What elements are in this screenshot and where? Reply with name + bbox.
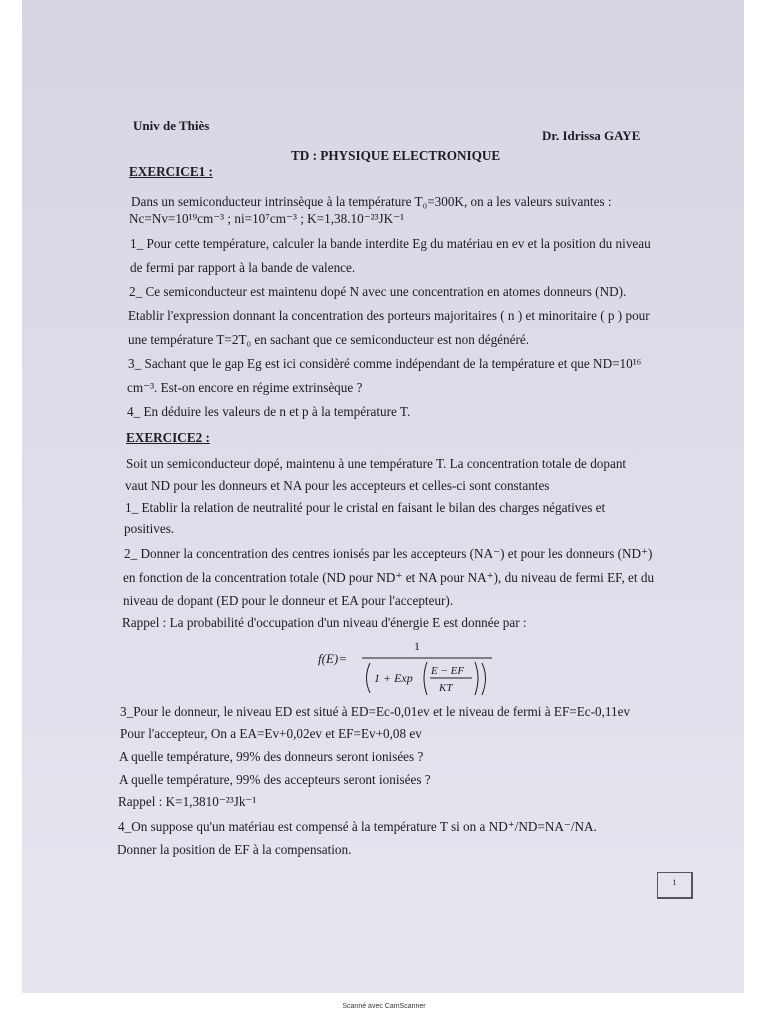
- exercise2-q3-line3: A quelle température, 99% des donneurs seront ionisées ?: [119, 749, 424, 764]
- exercise2-intro-line2: vaut ND pour les donneurs et NA pour les accepteurs et celles-ci sont constantes: [125, 478, 550, 493]
- exercise2-q4-line1: 4_On suppose qu'un matériau est compensé à la température T si on a ND⁺/ND=NA⁻/NA.: [118, 819, 597, 834]
- exercise2-intro-line1: Soit un semiconducteur dopé, maintenu à une température T. La concentration totale de dopant: [126, 456, 627, 471]
- document-title: TD : PHYSIQUE ELECTRONIQUE: [291, 148, 501, 163]
- formula-left-paren: [367, 663, 371, 693]
- exercise1-q1-line1: 1_ Pour cette température, calculer la bande interdite Eg du matériau en ev et la position du niveau: [130, 236, 651, 251]
- author-name: Dr. Idrissa GAYE: [542, 128, 641, 143]
- university-name: Univ de Thiès: [133, 118, 210, 133]
- scanner-footer: Scanné avec CamScanner: [342, 1003, 426, 1010]
- exercise2-heading: EXERCICE2 :: [126, 430, 210, 445]
- exercise1-q1-line2: de fermi par rapport à la bande de valence.: [130, 260, 356, 275]
- exercise1-q3-line1: 3_ Sachant que le gap Eg est ici considèré comme indépendant de la température et que ND=10¹⁶: [128, 356, 642, 371]
- formula-denominator-prefix: 1 + Exp: [374, 671, 413, 685]
- formula-inner-denominator: KT: [439, 682, 453, 694]
- fermi-dirac-formula: [314, 637, 494, 699]
- exercise1-q2-line1: 2_ Ce semiconducteur est maintenu dopé N avec une concentration en atomes donneurs (ND).: [129, 284, 627, 299]
- exercise1-q2-line3: une température T=2T₀ en sachant que ce semiconducteur est non dégénéré.: [128, 332, 530, 347]
- formula-inner-numerator: E − EF: [431, 665, 465, 677]
- exercise1-q2-line2: Etablir l'expression donnant la concentration des porteurs majoritaires ( n ) et minoritaire ( p ) pour: [128, 308, 650, 323]
- exercise1-q3-line2: cm⁻³. Est-on encore en régime extrinsèque ?: [127, 380, 363, 395]
- exercise2-q3-line4: A quelle température, 99% des accepteurs seront ionisées ?: [119, 772, 431, 787]
- exercise1-q4: 4_ En déduire les valeurs de n et p à la température T.: [127, 404, 411, 419]
- document-page: [22, 0, 744, 993]
- exercise2-rappel-probability: Rappel : La probabilité d'occupation d'un niveau d'énergie E est donnée par :: [122, 615, 527, 630]
- exercise2-q2-line1: 2_ Donner la concentration des centres ionisés par les accepteurs (NA⁻) et pour les donneurs (ND⁺): [124, 546, 653, 561]
- formula-right-paren: [482, 663, 486, 695]
- exercise2-q1-line1: 1_ Etablir la relation de neutralité pour le cristal en faisant le bilan des charges négatives et: [125, 500, 606, 515]
- exercise2-q3-line1: 3_Pour le donneur, le niveau ED est situé à ED=Ec-0,01ev et le niveau de fermi à EF=Ec-0,11ev: [120, 704, 631, 719]
- formula-inner-right-paren: [475, 662, 478, 695]
- exercise2-q2-line3: niveau de dopant (ED pour le donneur et EA pour l'accepteur).: [123, 593, 454, 608]
- formula-lhs: f(E)=: [318, 651, 347, 666]
- formula-inner-left-paren: [424, 662, 427, 695]
- exercise1-constants: Nc=Nv=10¹⁹cm⁻³ ; ni=10⁷cm⁻³ ; K=1,38.10⁻²³JK⁻¹: [129, 211, 405, 226]
- exercise2-rappel-constant: Rappel : K=1,3810⁻²³Jk⁻¹: [118, 794, 257, 809]
- exercise2-q3-line2: Pour l'accepteur, On a EA=Ev+0,02ev et EF=Ev+0,08 ev: [120, 726, 422, 741]
- exercise1-intro: Dans un semiconducteur intrinsèque à la température T₀=300K, on a les valeurs suivantes :: [131, 194, 612, 209]
- exercise2-q1-line2: positives.: [124, 521, 175, 536]
- page-number: 1: [657, 872, 693, 899]
- exercise2-q4-line2: Donner la position de EF à la compensation.: [117, 842, 352, 857]
- exercise1-heading: EXERCICE1 :: [129, 164, 213, 179]
- formula-numerator: 1: [414, 639, 420, 653]
- exercise2-q2-line2: en fonction de la concentration totale (ND pour ND⁺ et NA pour NA⁺), du niveau de fermi EF, et du: [123, 570, 655, 585]
